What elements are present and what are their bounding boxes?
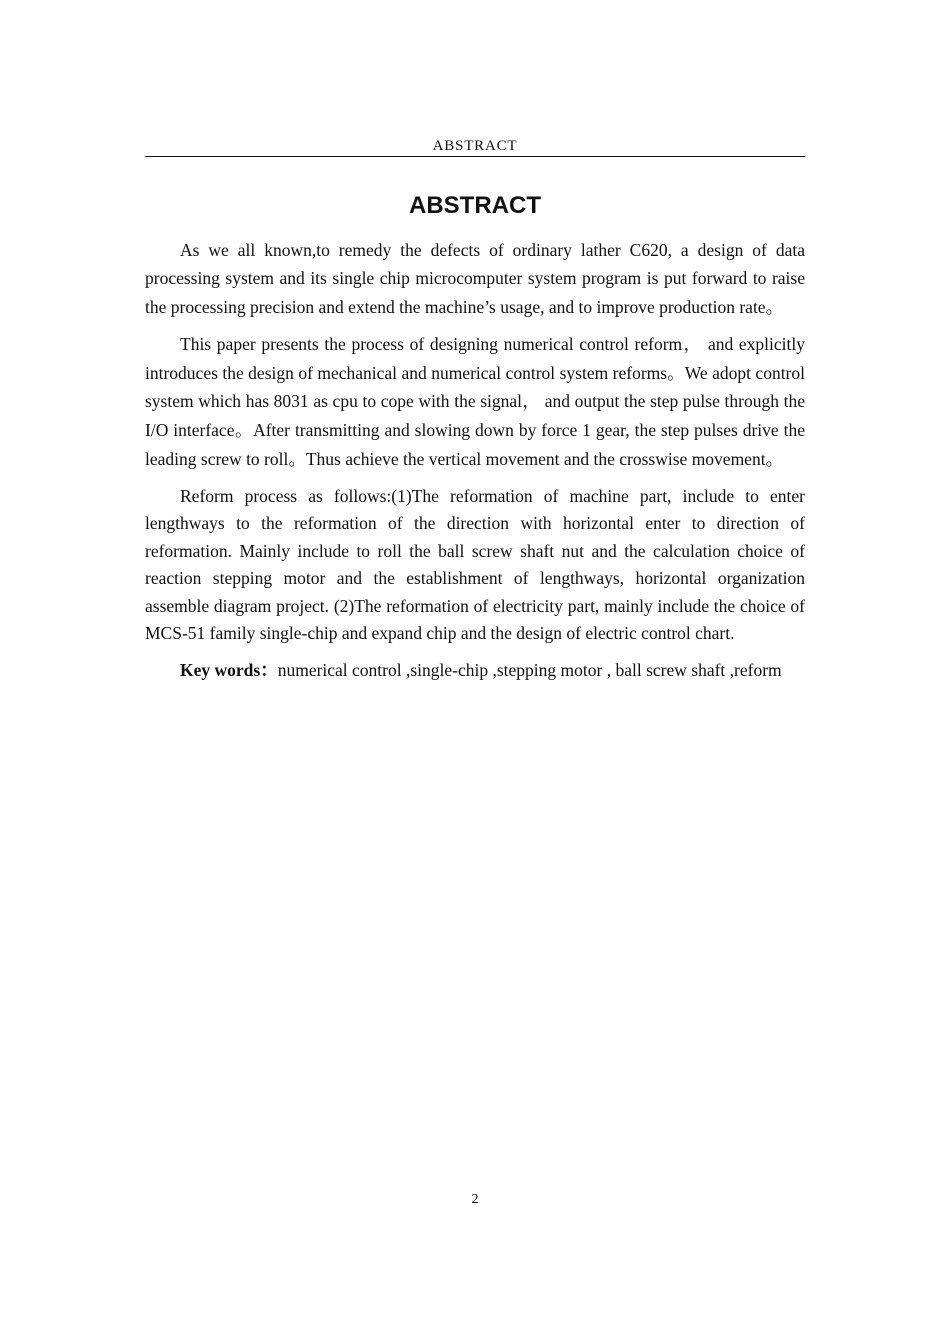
- paragraph-3: Reform process as follows:(1)The reformation of machine part, include to enter lengthways to the reformation of the direction with horizontal enter to direction of reformation. Mainly include to roll the ball screw shaft nut and the calculation choice of reaction stepping motor and the establishment of lengthways, horizontal organization assemble diagram project. (2)The reformation of electricity part, mainly include the choice of MCS-51 family single-chip and expand chip and the design of electric control chart.: [145, 485, 805, 644]
- header-divider: [145, 156, 805, 157]
- keywords-text: numerical control ,single-chip ,stepping motor , ball screw shaft ,reform: [277, 659, 782, 680]
- abstract-title: ABSTRACT: [409, 192, 541, 219]
- abstract-body: [145, 236, 805, 693]
- paragraph-1: As we all known,to remedy the defects of ordinary lather C620, a design of data processing system and its single chip microcomputer system program is put forward to raise the processing precision and extend the machine’s usage, and to improve production rate。: [145, 240, 805, 317]
- paragraph-2: This paper presents the process of designing numerical control reform， and explicitly introduces the design of mechanical and numerical control system reforms。We adopt control system which has 8031 as cpu to cope with the signal， and output the step pulse through the I/O interface。After transmitting and slowing down by force 1 gear, the step pulses drive the leading screw to roll。Thus achieve the vertical movement and the crosswise movement。: [145, 333, 805, 470]
- running-header: ABSTRACT: [432, 138, 518, 154]
- keywords-paragraph: [145, 657, 805, 685]
- keywords-label: Key words：: [180, 659, 278, 680]
- page-number: 2: [471, 1192, 479, 1207]
